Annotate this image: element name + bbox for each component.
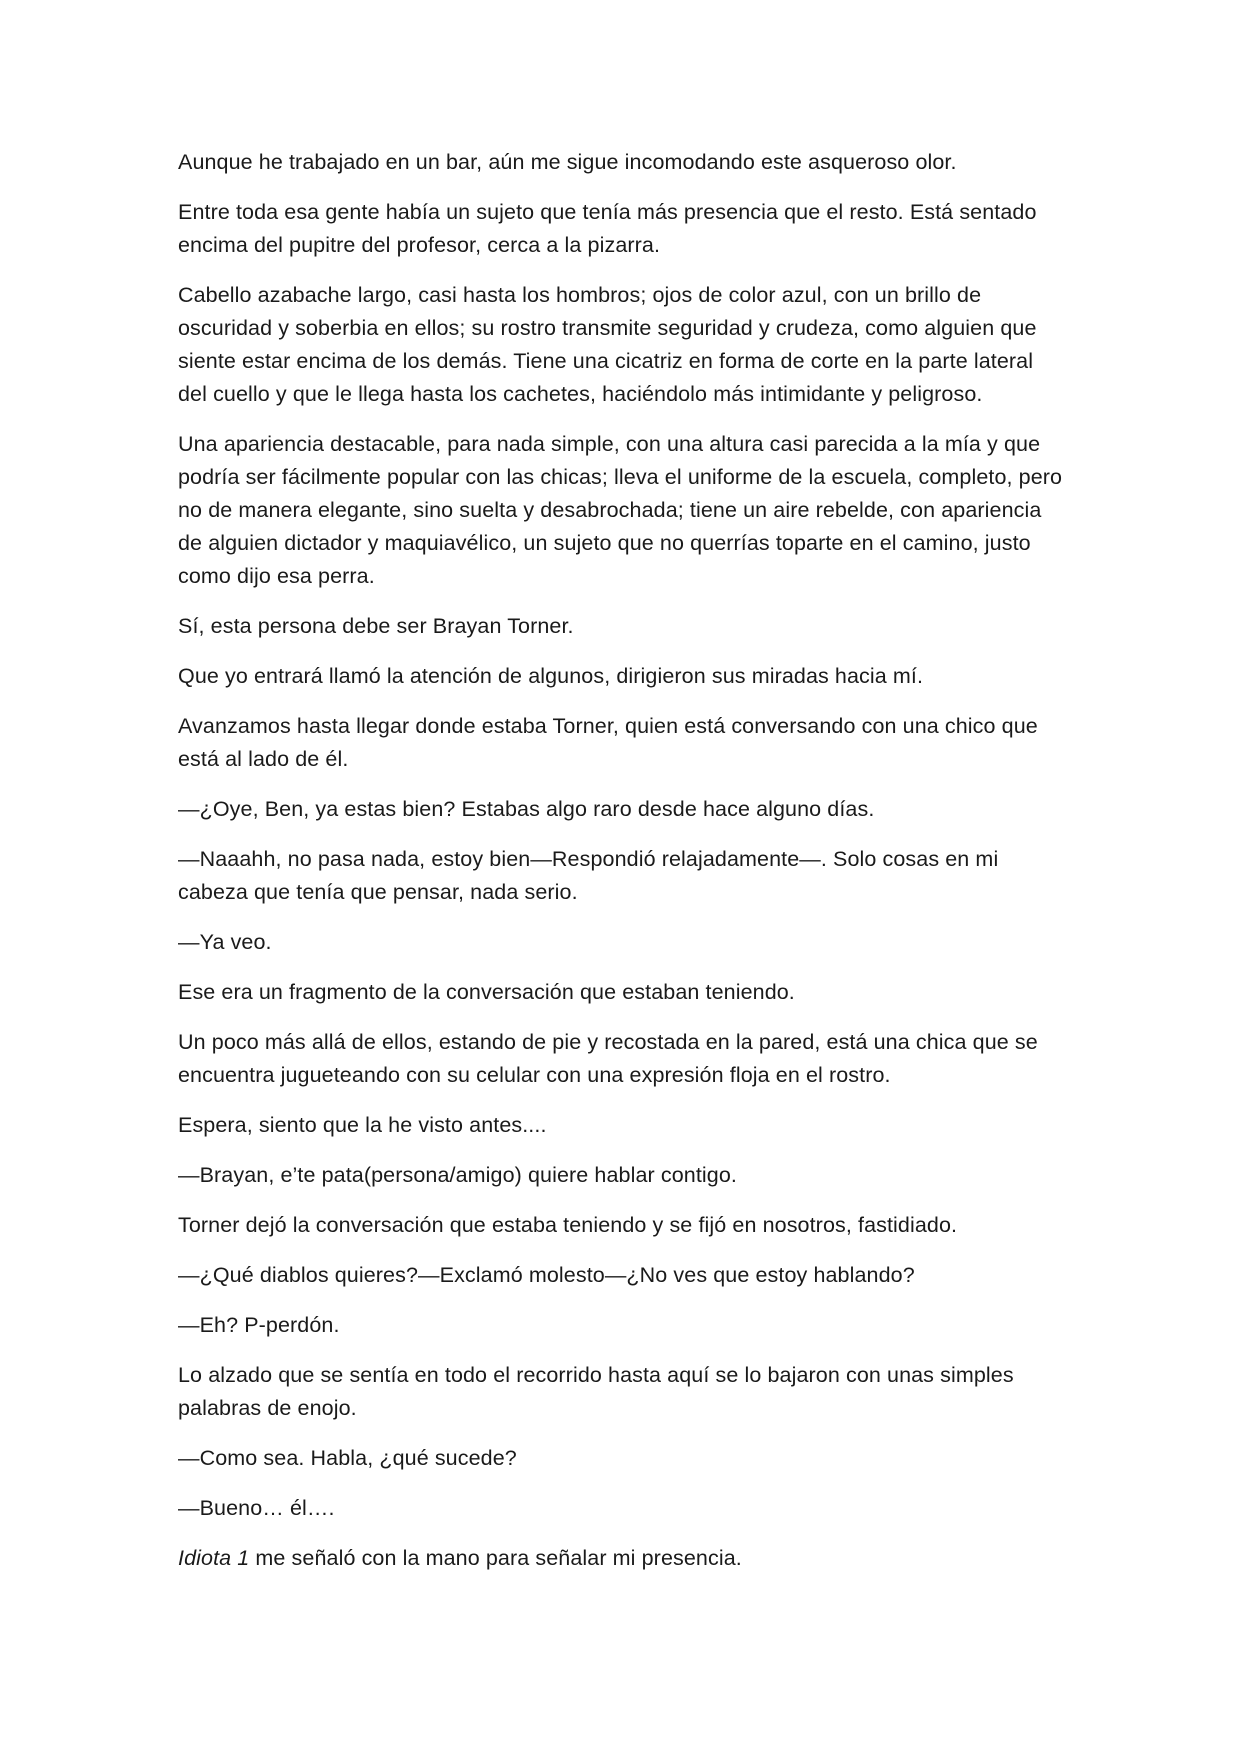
paragraph-19: —Como sea. Habla, ¿qué sucede? [178, 1446, 517, 1470]
paragraph-10: —Ya veo. [178, 930, 272, 954]
paragraph-16: —¿Qué diablos quieres?—Exclamó molesto—¿No ves que estoy hablando? [178, 1263, 915, 1287]
paragraph-14: —Brayan, e’te pata(persona/amigo) quiere hablar contigo. [178, 1163, 737, 1187]
paragraph-18: Lo alzado que se sentía en todo el recorrido hasta aquí se lo bajaron con unas simples palabras de enojo. [178, 1363, 1014, 1420]
paragraph-20: —Bueno… él…. [178, 1496, 335, 1520]
paragraph-8: —¿Oye, Ben, ya estas bien? Estabas algo raro desde hace alguno días. [178, 797, 875, 821]
paragraph-1: Aunque he trabajado en un bar, aún me sigue incomodando este asqueroso olor. [178, 150, 957, 174]
paragraph-3: Cabello azabache largo, casi hasta los hombros; ojos de color azul, con un brillo de oscuridad y soberbia en ellos; su rostro transmite seguridad y crudeza, como alguien que siente estar encima de los demás. Tiene una cicatriz en forma de corte en la parte lateral del cuello y que le llega hasta los cachetes, haciéndolo más intimidante y peligroso. [178, 283, 1037, 406]
paragraph-21-text: me señaló con la mano para señalar mi presencia. [249, 1546, 742, 1570]
document-body [178, 146, 1068, 1592]
paragraph-2: Entre toda esa gente había un sujeto que tenía más presencia que el resto. Está sentado encima del pupitre del profesor, cerca a la pizarra. [178, 200, 1037, 257]
paragraph-9: —Naaahh, no pasa nada, estoy bien—Respondió relajadamente—. Solo cosas en mi cabeza que tenía que pensar, nada serio. [178, 847, 999, 904]
paragraph-5: Sí, esta persona debe ser Brayan Torner. [178, 614, 574, 638]
paragraph-7: Avanzamos hasta llegar donde estaba Torner, quien está conversando con una chico que está al lado de él. [178, 714, 1038, 771]
paragraph-11: Ese era un fragmento de la conversación que estaban teniendo. [178, 980, 795, 1004]
paragraph-12: Un poco más allá de ellos, estando de pie y recostada en la pared, está una chica que se encuentra jugueteando con su celular con una expresión floja en el rostro. [178, 1030, 1038, 1087]
paragraph-15: Torner dejó la conversación que estaba teniendo y se fijó en nosotros, fastidiado. [178, 1213, 958, 1237]
paragraph-21 [178, 1542, 1068, 1575]
italic-name: Idiota 1 [178, 1546, 250, 1570]
paragraph-6: Que yo entrará llamó la atención de algunos, dirigieron sus miradas hacia mí. [178, 664, 924, 688]
paragraph-13: Espera, siento que la he visto antes.... [178, 1113, 547, 1137]
paragraph-4: Una apariencia destacable, para nada simple, con una altura casi parecida a la mía y que podría ser fácilmente popular con las chicas; lleva el uniforme de la escuela, completo, pero no de manera elegante, sino suelta y desabrochada; tiene un aire rebelde, con apariencia de alguien dictador y maquiavélico, un sujeto que no querrías toparte en el camino, justo como dijo esa perra. [178, 432, 1063, 588]
paragraph-17: —Eh? P-perdón. [178, 1313, 340, 1337]
